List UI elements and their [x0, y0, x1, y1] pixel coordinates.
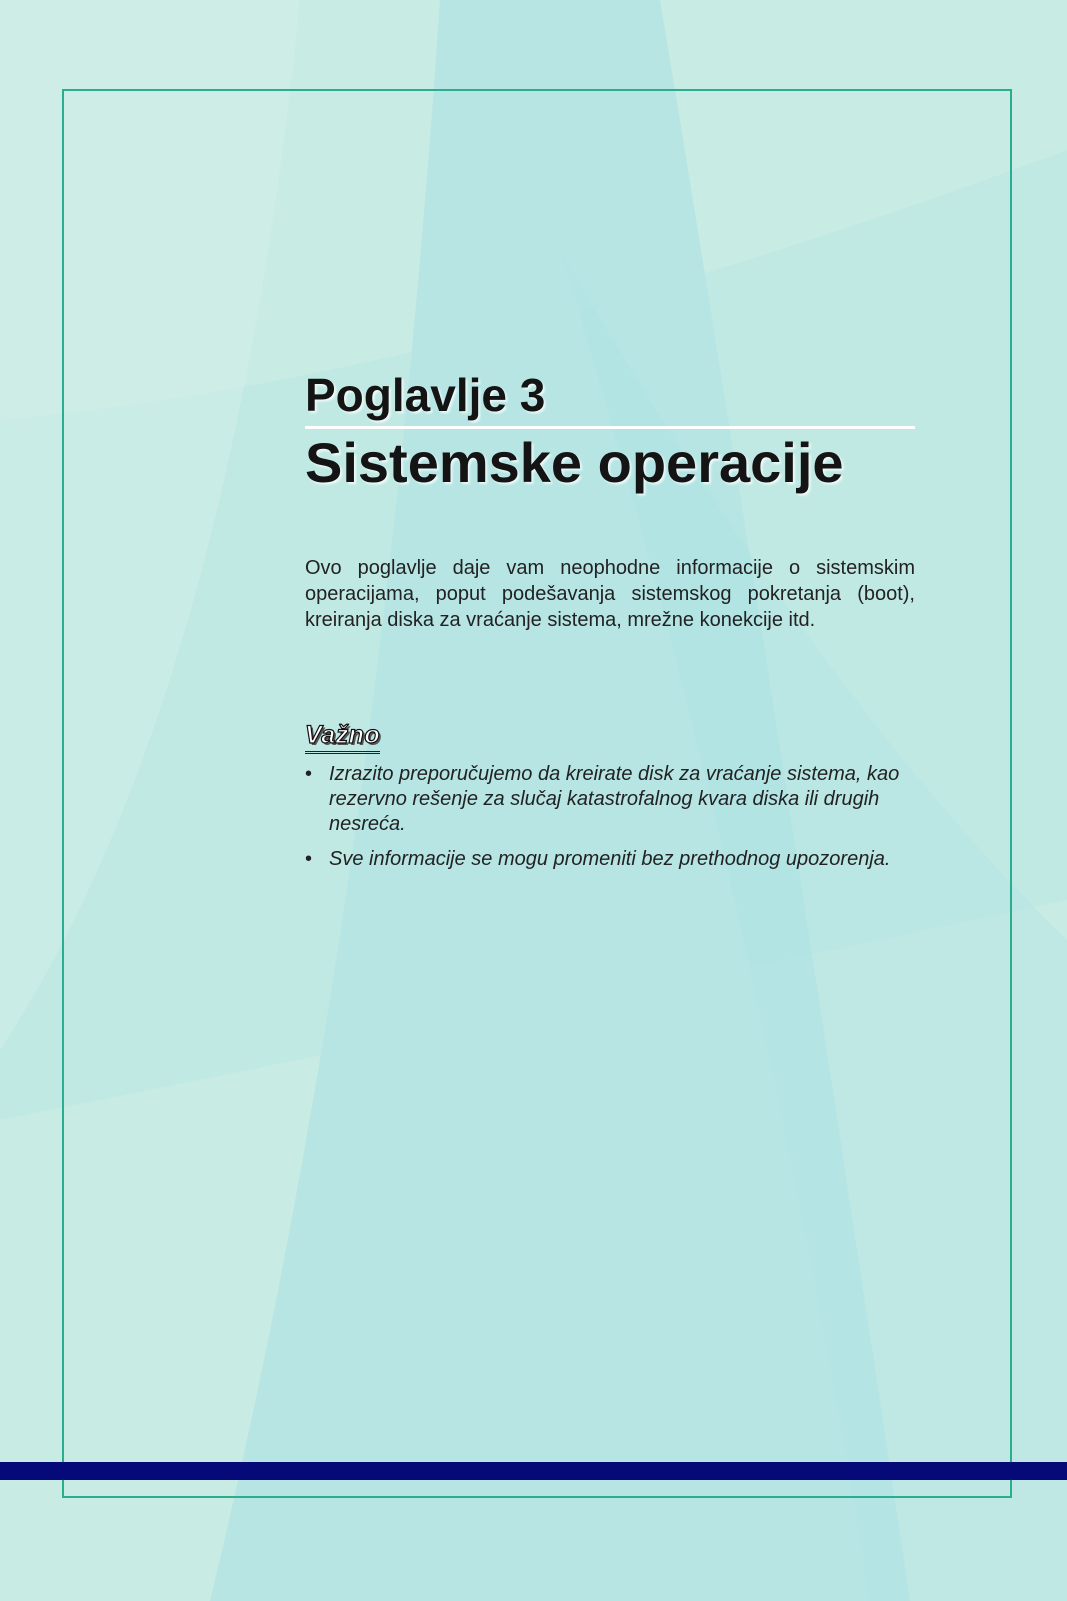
important-notes-list: [305, 762, 915, 872]
chapter-label: Poglavlje 3: [305, 369, 546, 421]
note-text: Sve informacije se mogu promeniti bez prethodnog upozorenja.: [329, 848, 891, 870]
important-notice: [305, 721, 915, 872]
bottom-color-bar: [0, 1462, 1067, 1480]
title-divider: [305, 426, 915, 429]
chapter-title: Sistemske operacije: [305, 431, 844, 494]
list-item: [305, 847, 915, 872]
bullet-icon: •: [305, 848, 313, 870]
list-item: [305, 762, 915, 837]
intro-paragraph: Ovo poglavlje daje vam neophodne informacije o sistemskim operacijama, poput podešavanja sistemskog pokretanja (boot), kreiranja diska za vraćanje sistema, mrežne konekcije itd.: [305, 557, 915, 631]
important-heading: Važno: [305, 721, 380, 754]
bullet-icon: •: [305, 763, 313, 785]
note-text: Izrazito preporučujemo da kreirate disk za vraćanje sistema, kao rezervno rešenje za slučaj katastrofalnog kvara diska ili drugih nesreća.: [329, 763, 900, 835]
chapter-content: [305, 370, 915, 882]
